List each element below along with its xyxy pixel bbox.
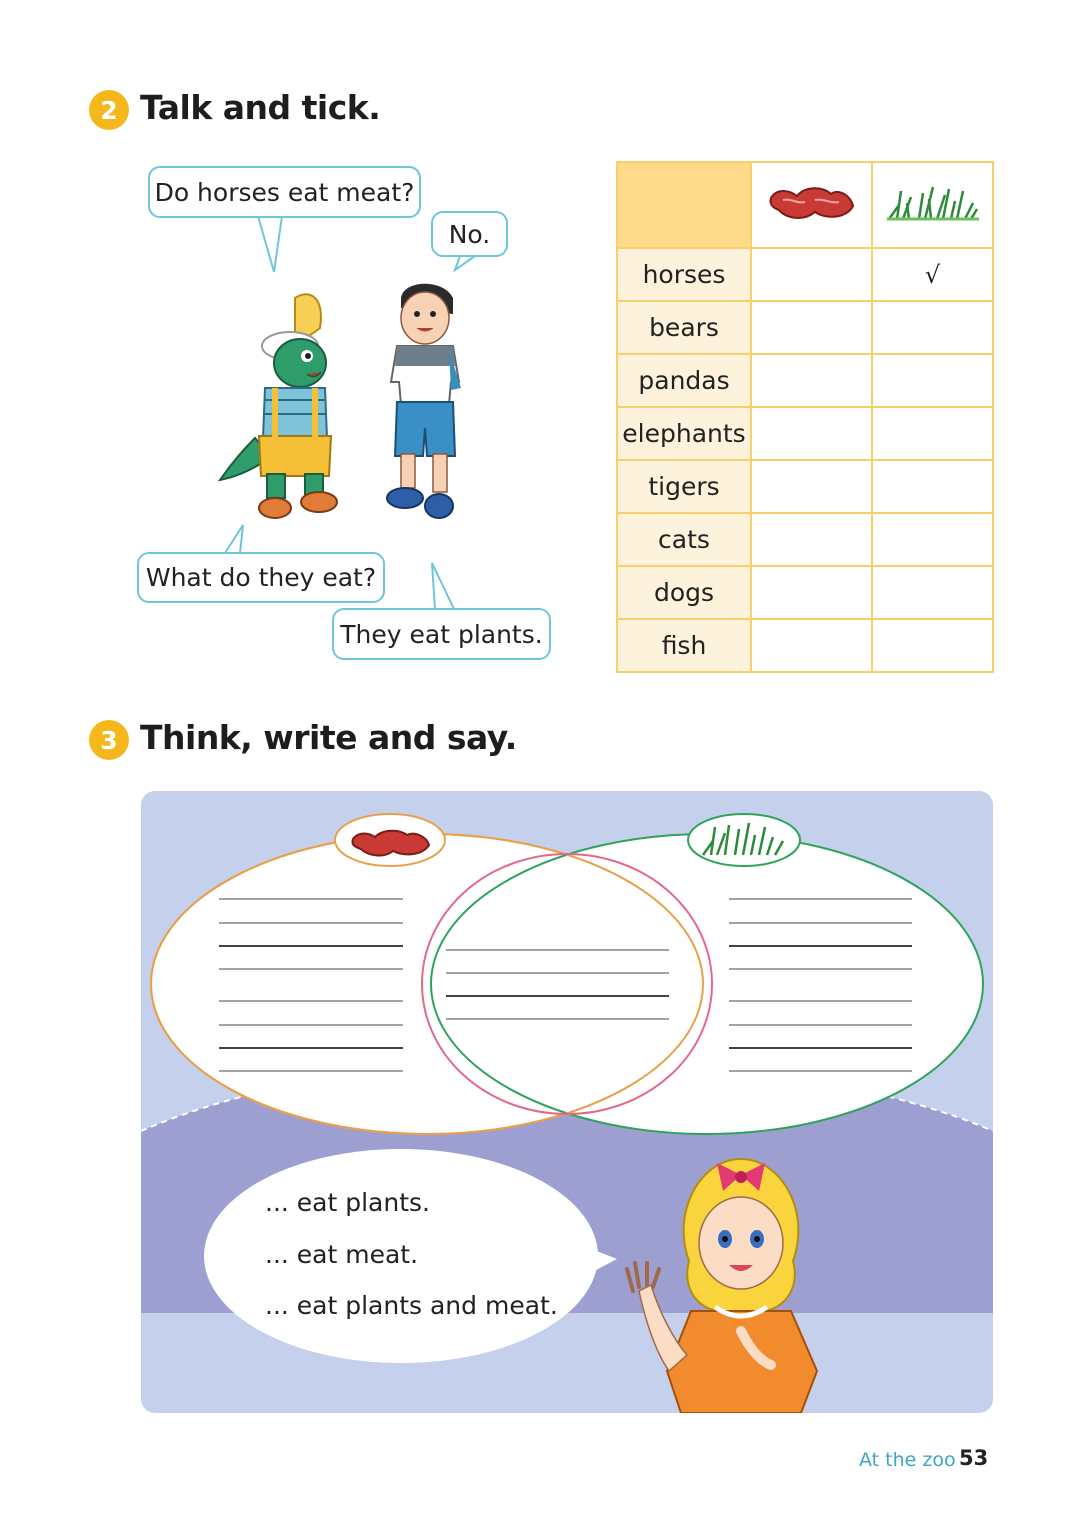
page-number: 53 bbox=[959, 1446, 989, 1470]
meat-tick-cell[interactable] bbox=[751, 566, 872, 619]
meat-tick-cell[interactable] bbox=[751, 248, 872, 301]
plants-tick-cell[interactable] bbox=[872, 619, 993, 672]
animal-label: cats bbox=[617, 513, 751, 566]
plants-tick-cell[interactable]: √ bbox=[872, 248, 993, 301]
table-corner-cell bbox=[617, 162, 751, 248]
animal-label: bears bbox=[617, 301, 751, 354]
meat-tick-cell[interactable] bbox=[751, 460, 872, 513]
section-2-number: 2 bbox=[89, 90, 129, 130]
table-row bbox=[617, 513, 993, 566]
sentence-eat-plants: ... eat plants. bbox=[265, 1188, 430, 1217]
unit-title: At the zoo bbox=[859, 1449, 956, 1471]
boy-character-illustration bbox=[383, 278, 463, 524]
plants-tick-cell[interactable] bbox=[872, 407, 993, 460]
speech-bubble-answer-2 bbox=[332, 608, 551, 660]
table-row bbox=[617, 354, 993, 407]
table-header-meat bbox=[751, 162, 872, 248]
animal-label: dogs bbox=[617, 566, 751, 619]
bubble-text: No. bbox=[448, 219, 491, 249]
table-row bbox=[617, 248, 993, 301]
meat-tick-cell[interactable] bbox=[751, 301, 872, 354]
sentence-eat-meat: ... eat meat. bbox=[265, 1240, 419, 1269]
dinosaur-character-illustration bbox=[215, 288, 350, 528]
grass-icon bbox=[885, 183, 981, 223]
plants-tick-cell[interactable] bbox=[872, 354, 993, 407]
speech-bubble-question-1 bbox=[148, 166, 421, 218]
table-header-plants bbox=[872, 162, 993, 248]
meat-tick-cell[interactable] bbox=[751, 354, 872, 407]
animal-label: horses bbox=[617, 248, 751, 301]
plants-tick-cell[interactable] bbox=[872, 301, 993, 354]
bubble-text: What do they eat? bbox=[145, 563, 377, 592]
animal-label: pandas bbox=[617, 354, 751, 407]
plants-circle bbox=[431, 834, 983, 1134]
meat-tick-cell[interactable] bbox=[751, 407, 872, 460]
bubble-text: Do horses eat meat? bbox=[154, 177, 415, 207]
meat-tick-cell[interactable] bbox=[751, 619, 872, 672]
speech-bubble-answer-1 bbox=[431, 211, 508, 257]
meat-icon bbox=[767, 180, 857, 226]
meat-icon bbox=[352, 831, 429, 856]
section-2-title: Talk and tick. bbox=[140, 88, 381, 127]
animal-label: elephants bbox=[617, 407, 751, 460]
section-3-title: Think, write and say. bbox=[140, 718, 517, 757]
table-row bbox=[617, 619, 993, 672]
sentence-eat-plants-and-meat: ... eat plants and meat. bbox=[265, 1291, 558, 1320]
section-3-number: 3 bbox=[89, 720, 129, 760]
plants-tick-cell[interactable] bbox=[872, 566, 993, 619]
venn-panel bbox=[141, 791, 993, 1413]
plants-tick-cell[interactable] bbox=[872, 460, 993, 513]
table-row bbox=[617, 566, 993, 619]
speech-bubble-question-2 bbox=[137, 552, 385, 603]
table-row bbox=[617, 301, 993, 354]
table-row bbox=[617, 460, 993, 513]
tick-table bbox=[616, 161, 994, 673]
plants-tick-cell[interactable] bbox=[872, 513, 993, 566]
bubble-text: They eat plants. bbox=[340, 619, 543, 649]
animal-label: fish bbox=[617, 619, 751, 672]
meat-tick-cell[interactable] bbox=[751, 513, 872, 566]
table-row bbox=[617, 407, 993, 460]
animal-label: tigers bbox=[617, 460, 751, 513]
